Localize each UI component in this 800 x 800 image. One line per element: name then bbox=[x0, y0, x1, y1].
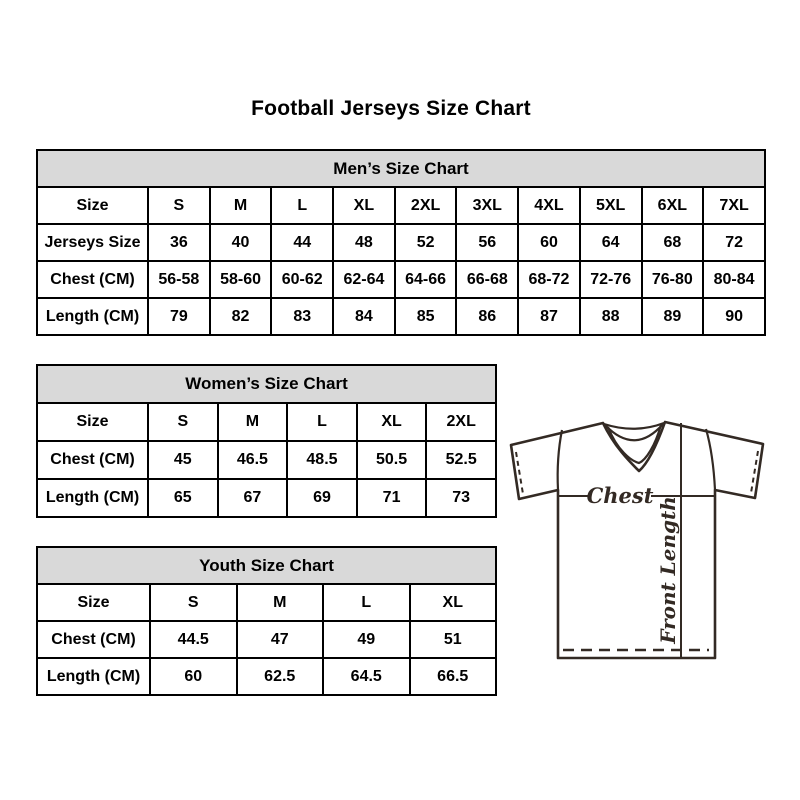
table-title: Youth Size Chart bbox=[37, 547, 496, 584]
size-value-cell: 66.5 bbox=[410, 658, 497, 695]
column-header-cell: Size bbox=[37, 584, 150, 621]
size-value-cell: 82 bbox=[210, 298, 272, 335]
size-value-cell: 51 bbox=[410, 621, 497, 658]
size-value-cell: 88 bbox=[580, 298, 642, 335]
left-shoulder-seam bbox=[558, 430, 562, 490]
measurement-row bbox=[37, 621, 496, 658]
size-value-cell: 60 bbox=[150, 658, 237, 695]
measurement-row bbox=[37, 479, 496, 517]
row-label-cell: Chest (CM) bbox=[37, 621, 150, 658]
column-header-cell: XL bbox=[333, 187, 395, 224]
column-header-cell: M bbox=[237, 584, 324, 621]
size-value-cell: 44 bbox=[271, 224, 333, 261]
collar-inner-v bbox=[608, 425, 661, 463]
column-header-cell: XL bbox=[410, 584, 497, 621]
column-header-cell: Size bbox=[37, 403, 148, 441]
size-value-cell: 60-62 bbox=[271, 261, 333, 298]
column-header-cell: S bbox=[148, 187, 210, 224]
size-value-cell: 84 bbox=[333, 298, 395, 335]
womens-size-chart-section bbox=[36, 364, 497, 518]
measurement-row bbox=[37, 261, 765, 298]
size-value-cell: 64.5 bbox=[323, 658, 410, 695]
column-header-cell: L bbox=[287, 403, 357, 441]
size-value-cell: 72 bbox=[703, 224, 765, 261]
column-header-cell: XL bbox=[357, 403, 427, 441]
column-header-cell: 7XL bbox=[703, 187, 765, 224]
column-header-cell: 3XL bbox=[456, 187, 518, 224]
size-value-cell: 64 bbox=[580, 224, 642, 261]
column-header-cell: S bbox=[150, 584, 237, 621]
front-length-label: Front Length bbox=[656, 496, 680, 644]
table-title: Men’s Size Chart bbox=[37, 150, 765, 187]
size-value-cell: 87 bbox=[518, 298, 580, 335]
size-value-cell: 52.5 bbox=[426, 441, 496, 479]
row-label-cell: Jerseys Size bbox=[37, 224, 148, 261]
size-value-cell: 52 bbox=[395, 224, 457, 261]
column-header-cell: M bbox=[210, 187, 272, 224]
measurement-row bbox=[37, 298, 765, 335]
size-value-cell: 56 bbox=[456, 224, 518, 261]
size-value-cell: 79 bbox=[148, 298, 210, 335]
size-value-cell: 48.5 bbox=[287, 441, 357, 479]
size-value-cell: 62.5 bbox=[237, 658, 324, 695]
size-value-cell: 40 bbox=[210, 224, 272, 261]
size-value-cell: 71 bbox=[357, 479, 427, 517]
page-title: Football Jerseys Size Chart bbox=[251, 97, 531, 120]
size-value-cell: 46.5 bbox=[218, 441, 288, 479]
size-value-cell: 62-64 bbox=[333, 261, 395, 298]
size-value-cell: 72-76 bbox=[580, 261, 642, 298]
size-value-cell: 86 bbox=[456, 298, 518, 335]
size-value-cell: 90 bbox=[703, 298, 765, 335]
size-value-cell: 64-66 bbox=[395, 261, 457, 298]
jersey-measurement-diagram bbox=[505, 398, 773, 662]
table-title: Women’s Size Chart bbox=[37, 365, 496, 403]
size-value-cell: 58-60 bbox=[210, 261, 272, 298]
measurement-row bbox=[37, 658, 496, 695]
size-value-cell: 56-58 bbox=[148, 261, 210, 298]
measurement-row bbox=[37, 441, 496, 479]
table-title-row bbox=[37, 547, 496, 584]
size-value-cell: 48 bbox=[333, 224, 395, 261]
row-label-cell: Length (CM) bbox=[37, 658, 150, 695]
size-value-cell: 76-80 bbox=[642, 261, 704, 298]
youth-size-chart-table bbox=[36, 546, 497, 696]
mens-size-chart-table bbox=[36, 149, 766, 336]
size-value-cell: 68 bbox=[642, 224, 704, 261]
size-header-row bbox=[37, 584, 496, 621]
mens-size-chart-section bbox=[36, 149, 766, 336]
collar-top-edge bbox=[604, 423, 664, 429]
row-label-cell: Chest (CM) bbox=[37, 441, 148, 479]
column-header-cell: 4XL bbox=[518, 187, 580, 224]
column-header-cell: L bbox=[323, 584, 410, 621]
column-header-cell: 2XL bbox=[426, 403, 496, 441]
size-value-cell: 45 bbox=[148, 441, 218, 479]
size-value-cell: 47 bbox=[237, 621, 324, 658]
column-header-cell: M bbox=[218, 403, 288, 441]
size-value-cell: 60 bbox=[518, 224, 580, 261]
size-value-cell: 36 bbox=[148, 224, 210, 261]
size-value-cell: 83 bbox=[271, 298, 333, 335]
table-title-row bbox=[37, 150, 765, 187]
measurement-row bbox=[37, 224, 765, 261]
size-value-cell: 67 bbox=[218, 479, 288, 517]
size-value-cell: 80-84 bbox=[703, 261, 765, 298]
size-value-cell: 66-68 bbox=[456, 261, 518, 298]
size-header-row bbox=[37, 187, 765, 224]
youth-size-chart-section bbox=[36, 546, 497, 696]
row-label-cell: Length (CM) bbox=[37, 479, 148, 517]
size-value-cell: 73 bbox=[426, 479, 496, 517]
size-value-cell: 69 bbox=[287, 479, 357, 517]
size-value-cell: 85 bbox=[395, 298, 457, 335]
size-value-cell: 89 bbox=[642, 298, 704, 335]
size-value-cell: 68-72 bbox=[518, 261, 580, 298]
size-value-cell: 44.5 bbox=[150, 621, 237, 658]
size-value-cell: 65 bbox=[148, 479, 218, 517]
right-shoulder-seam bbox=[706, 429, 715, 490]
column-header-cell: 2XL bbox=[395, 187, 457, 224]
table-title-row bbox=[37, 365, 496, 403]
womens-size-chart-table bbox=[36, 364, 497, 518]
column-header-cell: S bbox=[148, 403, 218, 441]
row-label-cell: Length (CM) bbox=[37, 298, 148, 335]
chest-label: Chest bbox=[586, 483, 654, 508]
column-header-cell: 5XL bbox=[580, 187, 642, 224]
jersey-outline-illustration bbox=[505, 398, 773, 662]
jersey-outline bbox=[511, 422, 763, 658]
column-header-cell: L bbox=[271, 187, 333, 224]
size-header-row bbox=[37, 403, 496, 441]
row-label-cell: Chest (CM) bbox=[37, 261, 148, 298]
size-value-cell: 50.5 bbox=[357, 441, 427, 479]
column-header-cell: 6XL bbox=[642, 187, 704, 224]
size-value-cell: 49 bbox=[323, 621, 410, 658]
column-header-cell: Size bbox=[37, 187, 148, 224]
